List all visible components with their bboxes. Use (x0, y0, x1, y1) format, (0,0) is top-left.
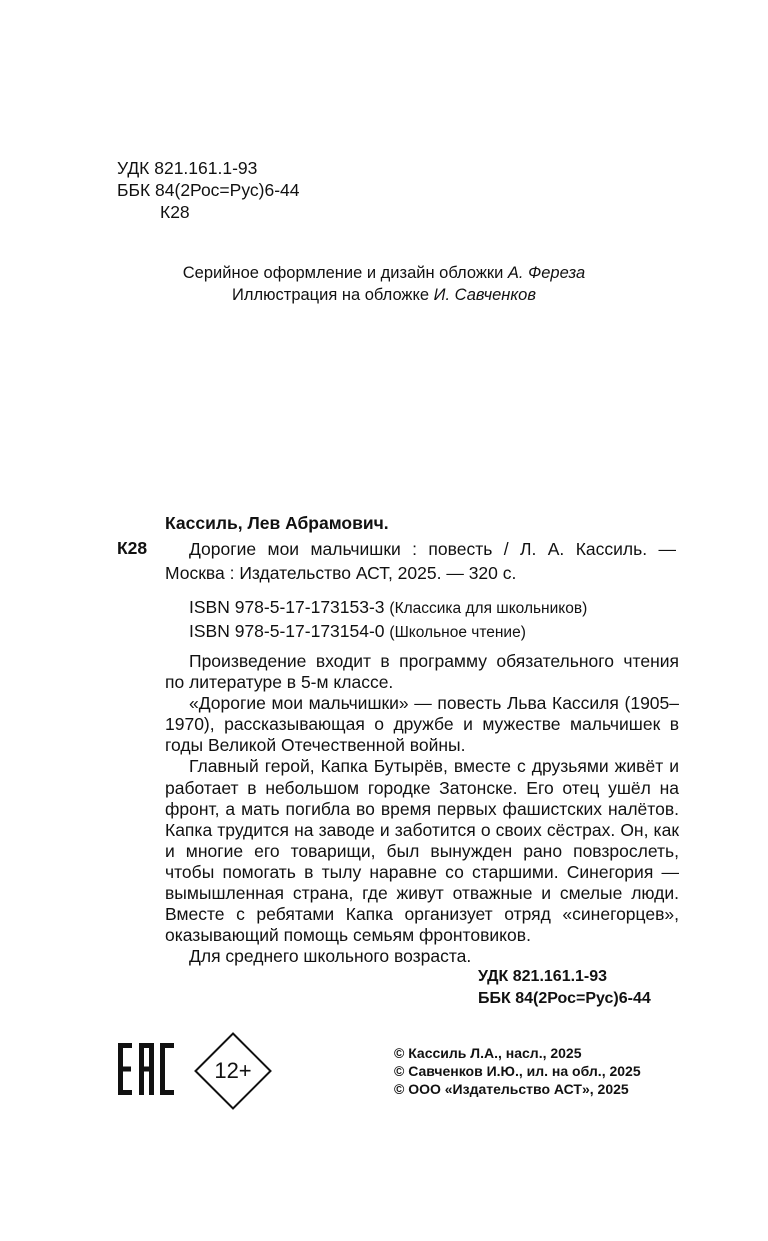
age-rating-badge (194, 1032, 272, 1110)
record-author-mark: К28 (117, 538, 148, 558)
isbn-line (189, 620, 587, 644)
cover-illustration-credit (0, 284, 768, 306)
bbk-code-right: ББК 84(2Рос=Рус)6-44 (478, 990, 651, 1007)
author-mark: К28 (160, 202, 190, 222)
isbn-block (189, 596, 587, 644)
series-design-credit (0, 262, 768, 284)
title-line-1: Дорогие мои мальчишки : повесть / Л. А. Кассиль. — (189, 539, 676, 559)
annotation-paragraph: Главный герой, Капка Бутырёв, вместе с друзьями живёт и работает в небольшом городке Затонске. Его отец ушёл на фронт, а мать погибла во время первых фашистских налётов. Капка трудится на заводе и заботится о своих сёстрах. Он, как и многие его товарищи, был вынужден рано повзрослеть, чтобы помогать в тылу наравне со старшими. Синегория — вымышленная страна, где живут отважные и смелые люди. Вместе с ребятами Капка организует отряд «синегорцев», оказывающий помощь семьям фронтовиков. (165, 756, 679, 946)
isbn-series: (Школьное чтение) (389, 624, 526, 641)
udk-code-right: УДК 821.161.1-93 (478, 968, 608, 985)
copyright-line: © ООО «Издательство АСТ», 2025 (394, 1081, 629, 1097)
annotation-paragraph: Для среднего школьного возраста. (189, 946, 472, 967)
title-line-2: Москва : Издательство АСТ, 2025. — 320 с. (165, 563, 517, 583)
classification-block (117, 157, 300, 223)
isbn-line (189, 596, 587, 620)
copyright-line: © Кассиль Л.А., насл., 2025 (394, 1045, 582, 1061)
copyright-block (394, 1044, 641, 1098)
age-rating-text: 12+ (214, 1058, 252, 1083)
annotation-paragraph: «Дорогие мои мальчишки» — повесть Льва Кассиля (1905–1970), рассказывающая о дружбе и мужестве мальчишек в годы Великой Отечественной войны. (165, 693, 679, 756)
eac-logo-icon (118, 1043, 174, 1095)
udk-code: УДК 821.161.1-93 (117, 158, 258, 178)
bbk-code: ББК 84(2Рос=Рус)6-44 (117, 180, 300, 200)
isbn-series: (Классика для школьников) (389, 600, 588, 617)
cover-illustration-name: И. Савченков (433, 286, 536, 304)
copyright-line: © Савченков И.Ю., ил. на обл., 2025 (394, 1063, 641, 1079)
classification-right (478, 966, 651, 1010)
isbn-number: ISBN 978-5-17-173154-0 (189, 621, 385, 641)
author-heading: Кассиль, Лев Абрамович. (165, 513, 389, 533)
isbn-number: ISBN 978-5-17-173153-3 (189, 597, 385, 617)
series-design-label: Серийное оформление и дизайн обложки (182, 264, 504, 282)
annotation-paragraph: Произведение входит в программу обязательного чтения по литературе в 5-м классе. (165, 651, 679, 693)
annotation (165, 651, 679, 967)
series-design-name: А. Фереза (507, 264, 586, 282)
credits-block (0, 262, 768, 306)
cover-illustration-label: Иллюстрация на обложке (232, 286, 430, 304)
